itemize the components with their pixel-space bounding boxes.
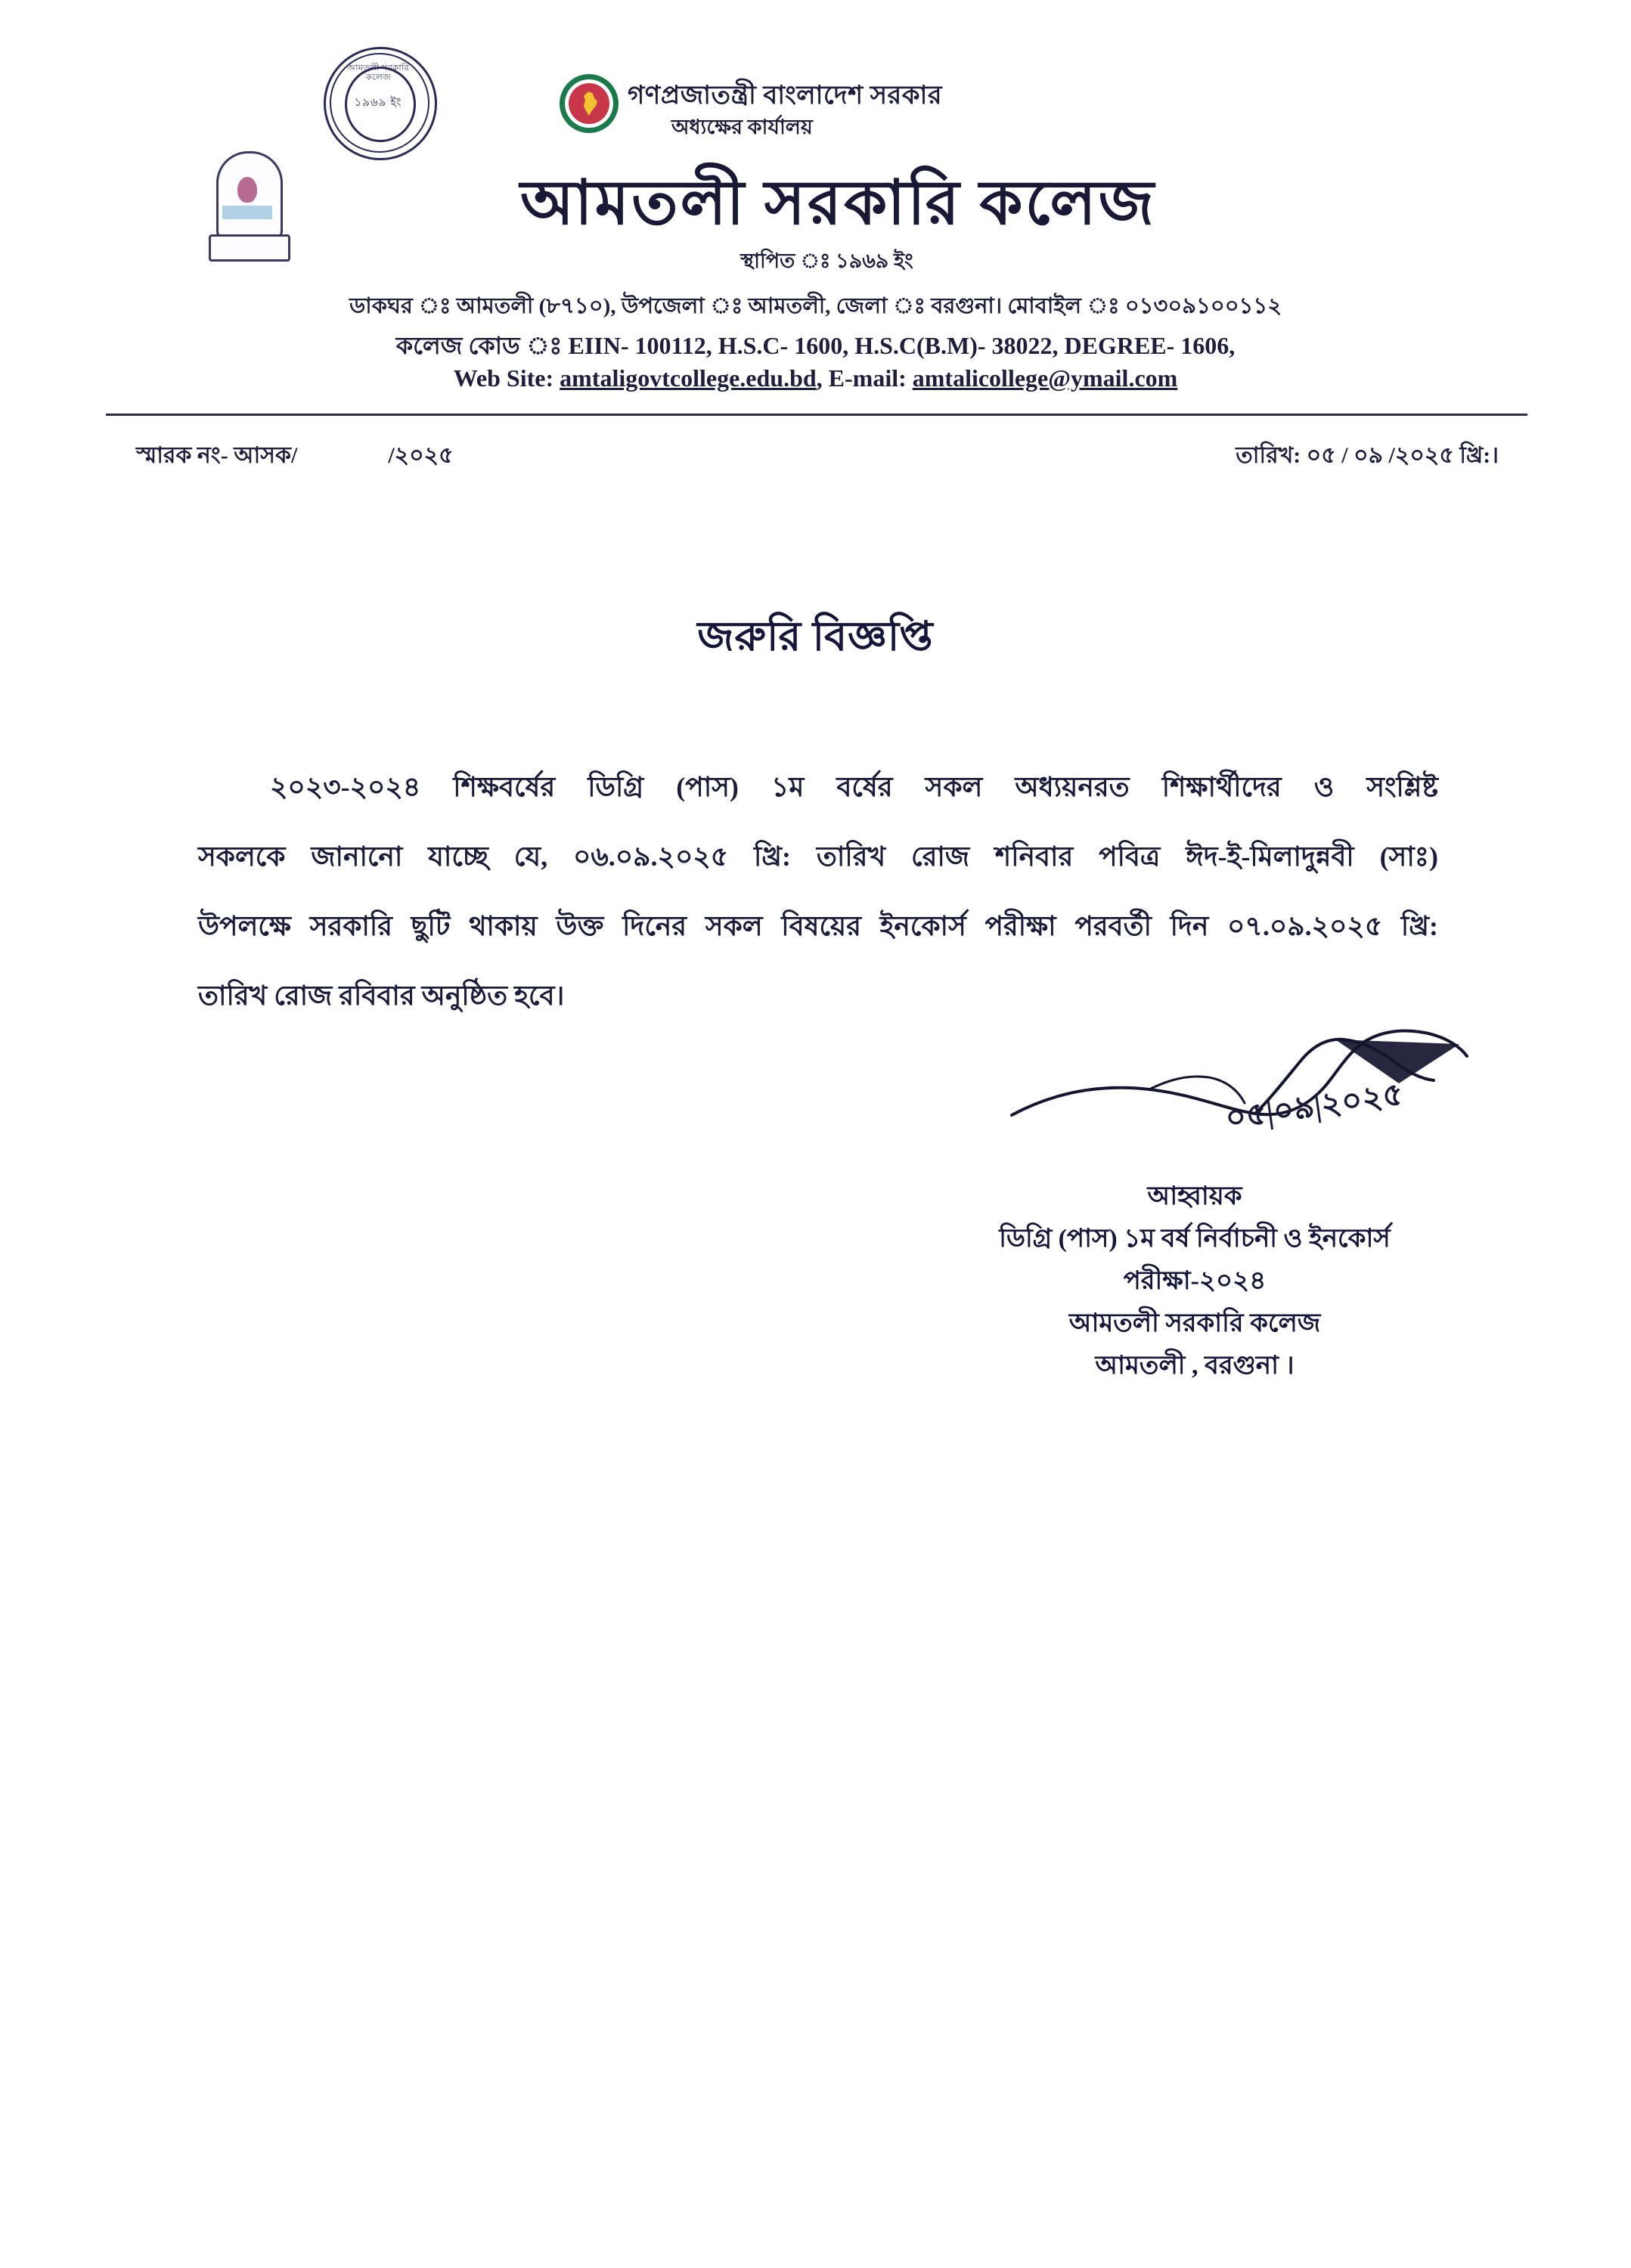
notice-body-word: দিন [1170,911,1209,941]
notice-body-word: অধ্যয়নরত [1015,772,1130,802]
notice-body-word: শিক্ষার্থীদের [1161,772,1282,802]
notice-body-line [198,961,1438,1030]
notice-body-word: তারিখ রোজ রবিবার অনুষ্ঠিত হবে। [198,981,565,1011]
signatory-designation: আহ্বায়ক [1147,1182,1242,1210]
notice-body-word: ও [1313,772,1335,802]
notice-body-word: পরীক্ষা [984,911,1056,941]
email-label: , E-mail: [816,364,913,392]
institution-codes-line: কলেজ কোড ঃ EIIN- 100112, H.S.C- 1600, H.S.C(B.M)- 38022, DEGREE- 1606, [395,332,1236,359]
notice-body-line [198,891,1438,961]
notice-body-word: থাকায় [469,911,538,941]
letterhead [0,0,1631,412]
notice-body-word: খ্রি: [1400,911,1438,941]
notice-body-word: বিষয়ের [781,911,861,941]
signatory-committee-line-2: পরীক্ষা-২০২৪ [1123,1267,1267,1295]
notice-body-line [198,752,1438,822]
bangladesh-government-emblem-icon [560,74,619,133]
notice-body-word: বর্ষের [836,772,893,802]
page-title [0,605,1631,673]
college-name: আমতলী সরকারি কলেজ [519,169,1157,237]
web-email-line [0,364,1631,392]
notice-body-word: শিক্ষবর্ষের [453,772,556,802]
notice-body-word: (সাঃ) [1379,841,1438,872]
notice-body-word: তারিখ [816,841,886,872]
notice-body-word: সরকারি [309,911,392,941]
official-round-seal-icon [324,47,437,160]
notice-body-word: জানানো [311,841,403,872]
government-name: গণপ্রজাতন্ত্রী বাংলাদেশ সরকার [628,82,943,110]
header-divider [106,414,1527,416]
postal-address-line: ডাকঘর ঃ আমতলী (৮৭১০), উপজেলা ঃ আমতলী, জেলা ঃ বরগুনা। মোবাইল ঃ ০১৩০৯১০০১১২ [349,294,1282,318]
signatory-location: আমতলী , বরগুনা । [1095,1352,1295,1380]
notice-body-word: ১ম [771,772,805,802]
notice-body-line [198,822,1438,891]
website-url[interactable]: amtaligovtcollege.edu.bd [560,364,817,392]
signatory-institution: আমতলী সরকারি কলেজ [1068,1309,1321,1337]
signatory-committee-line-1: ডিগ্রি (পাস) ১ম বর্ষ নির্বাচনী ও ইনকোর্স [999,1225,1391,1253]
notice-body-word: শনিবার [994,841,1074,872]
signature-block [892,1176,1497,1387]
notice-body-word: ইনকোর্স [879,911,966,941]
established-year: স্থাপিত ঃ ১৯৬৯ ইং [740,249,913,272]
notice-body-word: সকলকে [198,841,286,872]
notice-body-word: ছুটি [411,911,451,941]
notice-body-word: ০৭.০৯.২০২৫ [1227,911,1383,941]
notice-body-word: দিনের [622,911,687,941]
notice-body-word: পবিত্র [1099,841,1161,872]
handwritten-date: ০৫|০৯|২০২৫ [1223,1077,1406,1137]
notice-body-word: (পাস) [676,772,739,802]
notice-body-word: ২০২৩-২০২৪ [270,772,421,802]
notice-body-word: সকল [705,911,763,941]
notice-body-word: রোজ [910,841,970,872]
notice-body-word: ডিগ্রি [588,772,644,802]
notice-body-word: খ্রি: [753,841,792,872]
notice-body-word: পরবর্তী [1074,911,1152,941]
memo-number [136,437,454,476]
notice-body-word: ০৬.০৯.২০২৫ [572,841,729,872]
office-name: অধ্যক্ষের কার্যালয় [671,116,813,138]
notice-body-word: সকল [925,772,983,802]
notice-body-word: ঈদ-ই-মিলাদুন্নবী [1186,841,1354,872]
notice-body-word: সংশ্লিষ্ট [1366,772,1438,802]
emblem-map-icon [579,91,600,116]
notice-body-word: উক্ত [556,911,604,941]
website-label: Web Site: [453,364,560,392]
seal-center-text: ১৯৬৯ ইং [354,97,402,109]
page-title-text: জরুরি বিজ্ঞপ্তি [697,614,934,659]
notice-body-word: যাচ্ছে [428,841,488,872]
memo-number-prefix: স্মারক নং- আসক/ [136,443,298,468]
notice-body-word: যে, [513,841,548,872]
memo-date: তারিখ: ০৫ / ০৯ /২০২৫ খ্রি:। [1236,443,1499,468]
seal-arc-text: আমতলী সরকারি কলেজ [347,63,409,82]
notice-body-word: উপলক্ষে [198,911,291,941]
notice-body [198,752,1438,1030]
memo-number-suffix: /২০২৫ [388,443,454,468]
email-address[interactable]: amtalicollege@ymail.com [912,364,1178,392]
